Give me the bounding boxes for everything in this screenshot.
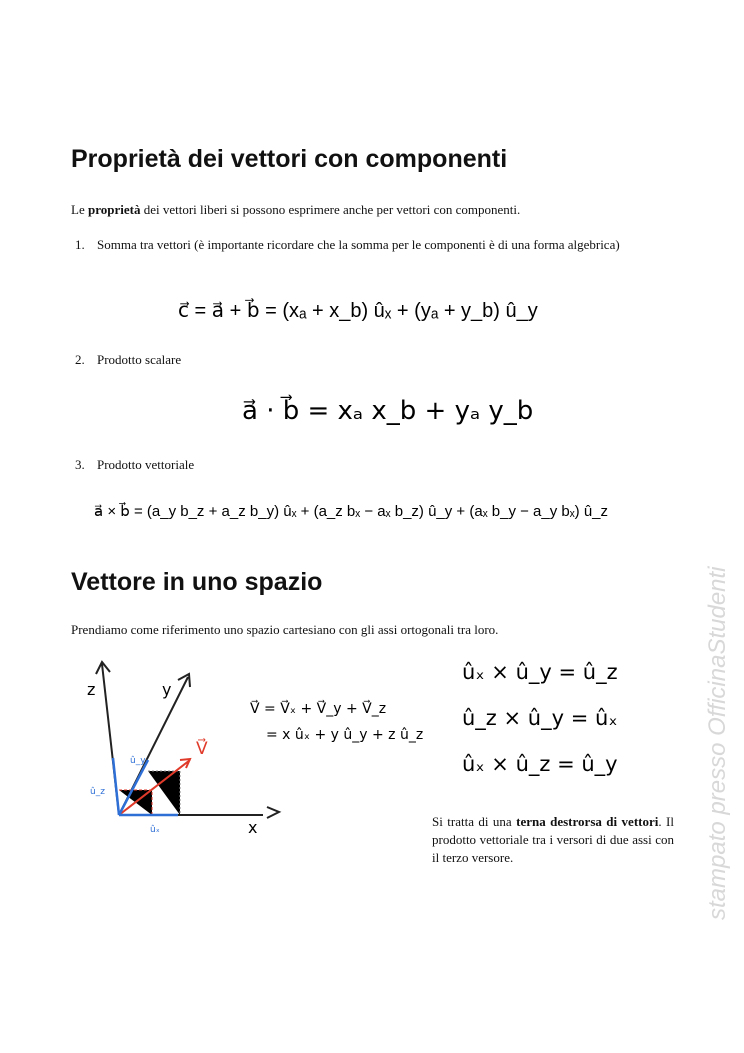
intro-paragraph [71,201,520,219]
list-number: 3. [75,457,85,472]
uy-label: û_y [130,756,146,766]
list-text: Prodotto vettoriale [97,457,195,472]
section-title-properties: Proprietà dei vettori con componenti [71,145,508,173]
formula-sum: c⃗ = a⃗ + b⃗ = (xₐ + x_b) ûₓ + (yₐ + y_b) û_y [178,300,538,322]
list-text: Somma tra vettori (è importante ricordare che la somma per le componenti è di una forma algebrica) [97,237,620,252]
list-item [71,236,676,254]
list-item [71,456,676,474]
x-label: x [248,818,258,837]
z-label: z [87,680,96,699]
uz-label: û_z [90,787,105,797]
x-axis [119,807,279,818]
formula-cross-product: a⃗ × b⃗ = (a_y b_z + a_z b_y) ûₓ + (a_z bₓ − aₓ b_z) û_y + (aₓ b_y − a_y bₓ) û_z [94,503,609,520]
uz-vector [113,758,119,815]
v-label: V⃗ [196,739,208,759]
list-number: 2. [75,352,85,367]
text: Si tratta di una [432,814,517,829]
v-equation-1: V⃗ = V⃗ₓ + V⃗_y + V⃗_z [250,701,387,717]
watermark: stampato presso OfficinaStudenti [704,566,731,920]
text: . Il prodotto vettoriale tra i versori di due assi con il terzo versore. [432,814,674,865]
cross-identity: û_z × û_y = ûₓ [462,706,618,730]
bold-text: proprietà [87,202,141,217]
list-number: 1. [75,237,85,252]
y-label: y [162,680,172,699]
ux-label: ûₓ [150,825,160,835]
text: dei vettori liberi si possono esprimere anche per vettori con componenti. [140,202,521,217]
space-intro: Prendiamo come riferimento uno spazio cartesiano con gli assi ortogonali tra loro. [71,622,499,637]
axes-diagram [70,650,430,840]
right-handed-note [432,813,674,867]
cross-identity: ûₓ × û_y = û_z [462,660,618,684]
section-title-space-vector: Vettore in uno spazio [71,568,323,596]
v-equation-2: = x ûₓ + y û_y + z û_z [266,727,424,743]
cross-identity: ûₓ × û_z = û_y [462,752,618,776]
list-item [71,351,676,369]
list-text: Prodotto scalare [97,352,182,367]
bold-text: terna destrorsa di vettori [516,814,659,829]
text: Le [71,202,88,217]
formula-dot-product: a⃗ · b⃗ = xₐ x_b + yₐ y_b [242,396,534,426]
